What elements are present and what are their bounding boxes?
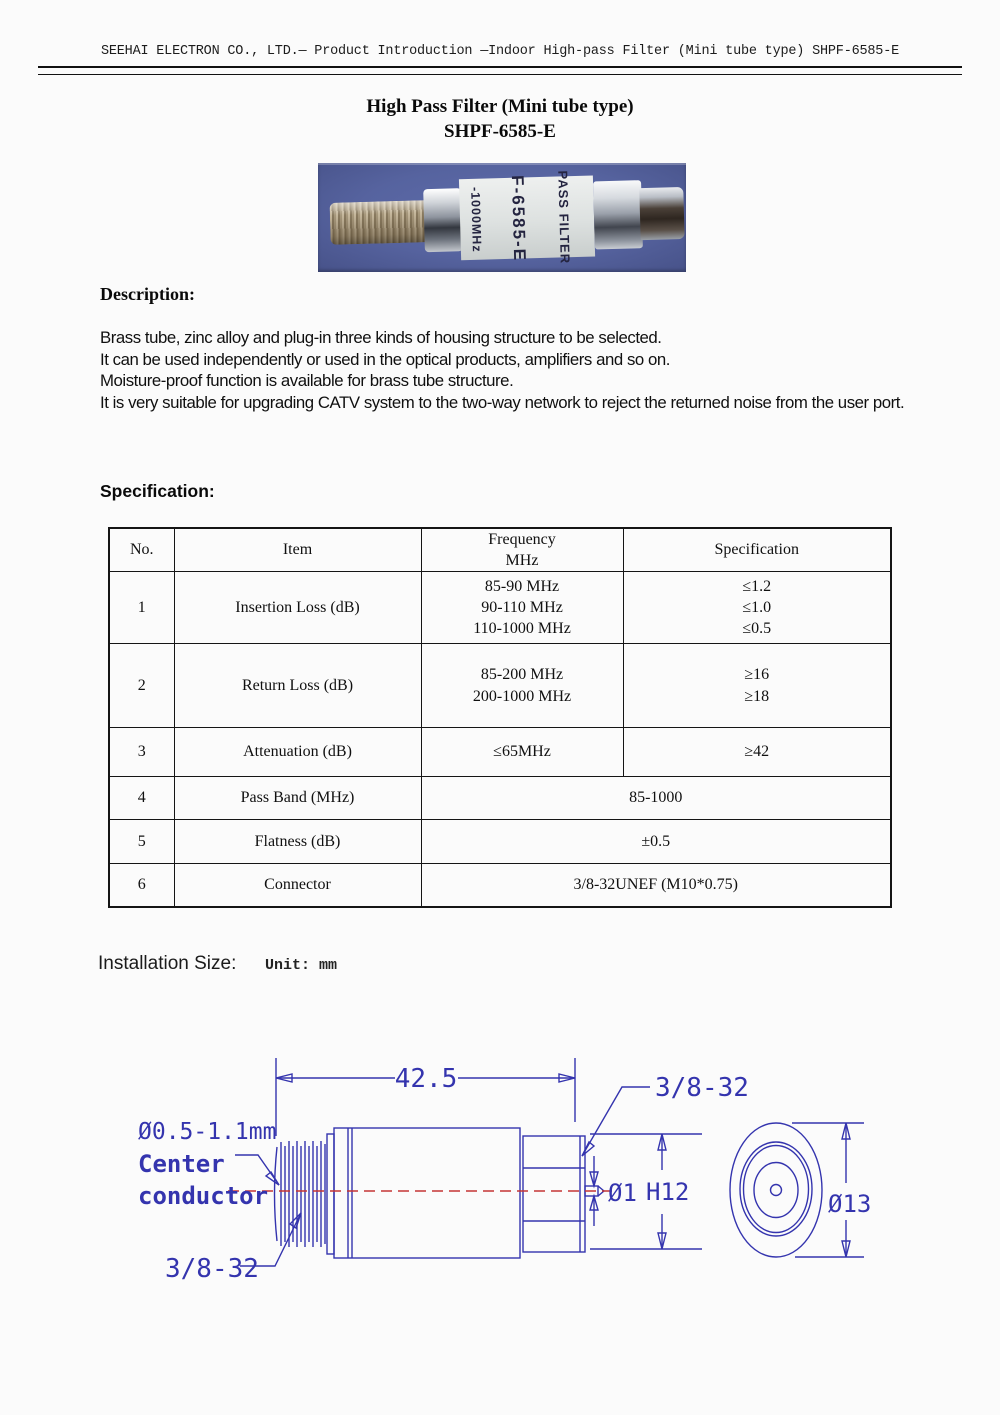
col-header-no: No. [109,528,174,572]
conductor-word-1: Center [138,1150,225,1178]
leader-top-right [582,1087,650,1156]
photo-right-cap [593,180,643,249]
drawing-body [327,1128,520,1258]
photo-threaded-connector [330,200,429,245]
conductor-word-2: conductor [138,1182,269,1210]
col-header-frequency: Frequency MHz [421,528,623,572]
specification-heading: Specification: [100,481,215,501]
photo-label [459,169,595,264]
document-title [0,94,1000,144]
description-line: Brass tube, zinc alloy and plug-in three kinds of housing structure to be selected. [100,328,662,347]
col-header-specification: Specification [623,528,891,572]
end-diameter-label: Ø13 [828,1190,872,1218]
description-body [100,327,908,413]
header-divider [38,66,962,75]
filter-device [323,163,686,272]
table-row: 3 Attenuation (dB) ≤65MHz ≥42 [109,728,891,777]
fit-tolerance-label: H12 [646,1178,690,1206]
photo-label-text-2: F-6585-E [507,174,530,262]
title-line-1: High Pass Filter (Mini tube type) [366,96,634,117]
table-row: 1 Insertion Loss (dB) 85-90 MHz 90-110 MHz 110-1000 MHz ≤1.2 ≤1.0 ≤0.5 [109,572,891,644]
installation-unit: Unit: mm [265,957,338,974]
description-heading: Description: [100,284,195,304]
description-line: It is very suitable for upgrading CATV system to the two-way network to reject the returned noise from the user port. [100,392,905,412]
drawing-nut [523,1136,585,1252]
conductor-diameter-label: Ø0.5-1.1mm [138,1119,277,1145]
table-row: 4 Pass Band (MHz) 85-1000 [109,777,891,820]
drawing-end-view [730,1123,822,1257]
table-row: 6 Connector 3/8-32UNEF (M10*0.75) [109,864,891,907]
title-line-2: SHPF-6585-E [444,121,556,142]
installation-size-heading: Installation Size: [98,953,237,974]
page-header-text: SEEHAI ELECTRON CO., LTD.— Product Introduction —Indoor High-pass Filter (Mini tube type) SHPF-6585-E [100,44,900,59]
table-header-row [109,528,891,572]
description-line: It can be used independently or used in the optical products, amplifiers and so on. [100,349,670,369]
photo-hex-end [639,187,684,240]
table-row: 2 Return Loss (dB) 85-200 MHz 200-1000 MHz ≥16 ≥18 [109,644,891,728]
installation-drawing [0,1040,1000,1340]
leader-center-conductor [235,1155,279,1185]
photo-collar [423,188,463,252]
specification-table [108,527,892,908]
table-row: 5 Flatness (dB) ±0.5 [109,820,891,864]
thread-label-top: 3/8-32 [655,1073,749,1103]
thread-label-bottom: 3/8-32 [165,1254,259,1284]
col-header-item: Item [174,528,421,572]
dim-length-label: 42.5 [394,1064,458,1094]
photo-label-text-3: -1000MHz [468,186,484,253]
description-line: Moisture-proof function is available for brass tube structure. [100,371,514,390]
product-photo [318,163,686,272]
photo-label-text-1: PASS FILTER [555,169,573,264]
drawing-thread-section [275,1141,326,1247]
pin-diameter-label: Ø1 [608,1179,637,1207]
